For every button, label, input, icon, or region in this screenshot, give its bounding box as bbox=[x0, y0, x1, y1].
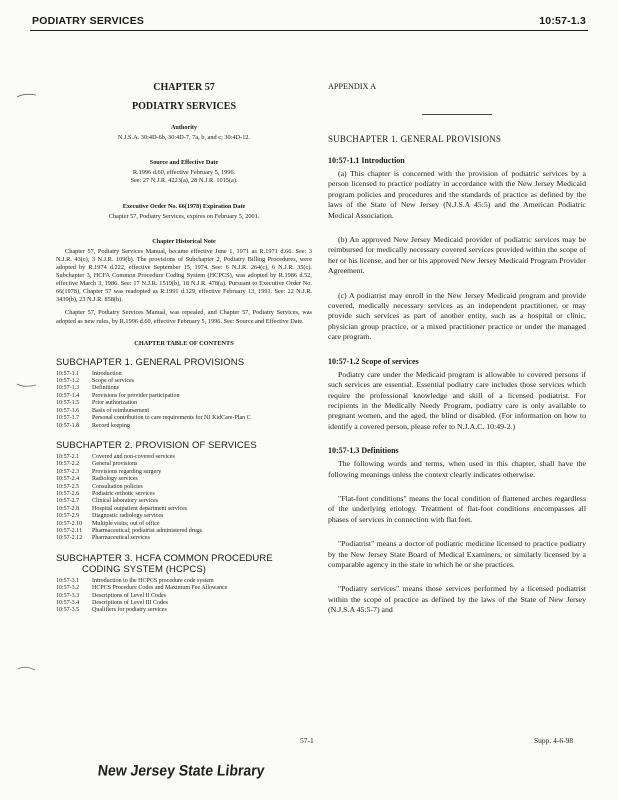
section-1-1-heading: 10:57-1.1 Introduction bbox=[328, 156, 405, 165]
toc-entry-number: 10:57-2.8 bbox=[56, 505, 80, 512]
header-title: PODIATRY SERVICES bbox=[32, 15, 145, 27]
toc-entry bbox=[56, 408, 251, 415]
toc-entry-number: 10:57-3.4 bbox=[56, 600, 80, 606]
toc-entry-number: 10:57-2.9 bbox=[56, 513, 80, 520]
toc-entry-title: Record keeping bbox=[92, 422, 130, 429]
definition-flat-foot: "Flat-foot conditions" means the local condition of flattened arches regardless of the underlying etiology. Treatment of flat-foot conditions encompasses all phases of services in connection with flat feet. bbox=[328, 493, 586, 524]
toc-entry-number: 10:57-2.10 bbox=[56, 520, 83, 527]
toc-entry bbox=[56, 415, 251, 422]
toc-subchapter-1-title: SUBCHAPTER 1. GENERAL PROVISIONS bbox=[56, 356, 245, 368]
toc-entry-number: 10:57-3.2 bbox=[56, 585, 80, 592]
history-heading: Chapter Historical Note bbox=[152, 237, 216, 245]
running-header bbox=[30, 12, 588, 31]
toc-entry bbox=[56, 578, 227, 585]
toc-entry-title: Descriptions of Level II Codes bbox=[92, 592, 166, 599]
source-line-2: See: 27 N.J.R. 4223(a), 28 N.J.R. 1015(a). bbox=[130, 177, 238, 185]
header-section-number: 10:57-1.3 bbox=[539, 15, 586, 27]
toc-entry-title: Hospital outpatient department services bbox=[92, 505, 188, 512]
toc-entry bbox=[56, 393, 251, 400]
margin-mark-icon bbox=[16, 382, 38, 390]
toc-entry-number: 10:57-3.1 bbox=[56, 577, 80, 584]
source-line-1: R.1996 d.60, effective February 5, 1996. bbox=[132, 169, 236, 177]
toc-entry-number: 10:57-3.3 bbox=[56, 592, 80, 599]
toc-subchapter-3-title: SUBCHAPTER 3. HCFA COMMON PROCEDURE bbox=[56, 552, 273, 564]
toc-entry-title: Pharmaceutical; podiatrist administered drugs bbox=[92, 527, 203, 534]
exec-order-text: Chapter 57, Podiatry Services, expires on February 5, 2001. bbox=[108, 212, 260, 220]
toc-entry-number: 10:57-2.4 bbox=[56, 476, 80, 483]
toc-entry-title: Radiology services bbox=[92, 476, 138, 483]
toc-subchapter-3-list bbox=[56, 578, 227, 615]
toc-entry-number: 10:57-2.12 bbox=[56, 535, 83, 542]
toc-entry bbox=[56, 607, 227, 614]
toc-entry bbox=[56, 513, 202, 520]
toc-entry-number: 10:57-1.8 bbox=[56, 422, 80, 429]
toc-entry-title: Personal contribution to care requirements for NJ KidCare-Plan C bbox=[92, 415, 251, 422]
margin-mark-icon bbox=[16, 664, 38, 672]
toc-entry bbox=[56, 528, 202, 535]
toc-entry-title: Provisions for provider participation bbox=[92, 392, 180, 399]
toc-entry-title: Diagnostic radiology services bbox=[92, 513, 164, 520]
toc-entry-title: Clinical laboratory services bbox=[92, 498, 158, 505]
section-1-1-a: (a) This chapter is concerned with the provision of podiatric services by a person licensed to practice podiatry in accordance with the New Jersey Medicaid program policies and procedures and the standards of practice as defined by the laws of the State of New Jersey (N.J.S.A 45:5) and the American Podiatric Medical Association. bbox=[328, 169, 586, 220]
section-1-3-heading: 10:57-1.3 Definitions bbox=[328, 446, 399, 456]
toc-entry bbox=[56, 535, 202, 542]
page-number: 57-1 bbox=[300, 736, 314, 745]
toc-entry bbox=[56, 469, 202, 476]
appendix-label: APPENDIX A bbox=[328, 82, 376, 91]
subchapter-1-title: SUBCHAPTER 1. GENERAL PROVISIONS bbox=[328, 134, 502, 144]
toc-entry-number: 10:57-2.2 bbox=[56, 461, 80, 468]
history-paragraph-1: Chapter 57, Podiatry Services Manual, became effective June 1, 1971 as R.1971 d.66. See: 3 N.J.R. 43(c), 3 N.J.R. 109(b). The provisions of Subchapter 2, Podiatry Billing Procedures, were adopted by R.1974 d.222, effective September 15, 1974. See: 6 N.J.R. 264(c), 6 N.J.R. 35(c). Subchapter 3, HCFA Common Procedure Coding System (HCPCS), was adopted by R.1986 d.52, effective March 3, 1986. See: 17 N.J.R. 1519(b), 18 N.J.R. 478(a). Pursuant to Executive Order No. 66(1978), Chapter 57 was readopted as R.1991 d.129, effective February 13, 1991. See: 22 N.J.R. 3439(b), 23 N.J.R. 858(b). bbox=[56, 247, 312, 304]
toc-entry bbox=[56, 593, 227, 600]
toc-entry-title: Podiatric orthotic services bbox=[92, 490, 155, 497]
right-column bbox=[328, 78, 586, 616]
toc-entry bbox=[56, 385, 251, 392]
toc-entry-title: Provisions regarding surgery bbox=[92, 468, 162, 475]
toc-entry-number: 10:57-1.3 bbox=[56, 385, 80, 392]
toc-entry-number: 10:57-1.2 bbox=[56, 378, 80, 385]
toc-entry-title: Scope of services bbox=[92, 378, 134, 385]
toc-entry-title: Introduction to the HCPCS procedure code system bbox=[92, 577, 214, 584]
toc-entry-number: 10:57-1.1 bbox=[56, 370, 80, 377]
toc-entry-number: 10:57-1.6 bbox=[56, 407, 80, 414]
toc-entry-number: 10:57-2.11 bbox=[56, 527, 82, 534]
toc-entry bbox=[56, 400, 251, 407]
toc-entry-title: Prior authorization bbox=[92, 400, 138, 407]
toc-entry-title: HCPCS Procedure Codes and Maximum Fee Allowance bbox=[92, 585, 228, 592]
toc-entry bbox=[56, 506, 202, 513]
section-1-1-b: (b) An approved New Jersey Medicaid provider of podiatric services may be reimbursed for medically necessary covered services provided within the scope of her or his license, and her or his approved New Jersey Medicaid Program Provider Agreement. bbox=[328, 235, 586, 276]
toc-entry-title: Qualifiers for podiatry services bbox=[92, 607, 167, 614]
toc-entry-title: Covered and non-covered services bbox=[92, 453, 175, 460]
left-column bbox=[56, 78, 312, 615]
toc-entry-title: Definitions bbox=[92, 385, 119, 392]
toc-subchapter-2-list bbox=[56, 454, 202, 543]
authority-heading: Authority bbox=[170, 124, 198, 131]
toc-entry bbox=[56, 371, 251, 378]
section-1-2-text: Podiatry care under the Medicaid program is allowable to covered persons if such services are essential. Essential podiatry care includes those services which require the professional knowledge and skill of a licensed podiatrist. For recipients in the Medically Needy Program, podiatry care is only available to pregnant women, and the aged, the blind or disabled. (For information on how to identify a covered person, please refer to N.J.A.C. 10:49-2.) bbox=[328, 369, 586, 431]
library-stamp: New Jersey State Library bbox=[97, 761, 266, 779]
toc-entry bbox=[56, 585, 227, 592]
margin-mark-icon bbox=[16, 91, 38, 99]
definition-podiatrist: "Podiatrist" means a doctor of podiatric medicine licensed to practice podiatry by the New Jersey State Board of Medical Examiners, or similarly licensed by a comparable agency in the state in which he or she practices. bbox=[328, 539, 586, 569]
toc-entry bbox=[56, 461, 202, 468]
toc-subchapter-3-title-cont: CODING SYSTEM (HCPCS) bbox=[82, 563, 207, 575]
toc-entry bbox=[56, 454, 202, 461]
definition-podiatry-services: "Podiatry services" means those services performed by a licensed podiatrist within the scope of practice as defined by the laws of the State of New Jersey (N.J.S.A 45:5-7) and bbox=[328, 584, 586, 615]
toc-entry-title: Introduction bbox=[92, 370, 122, 377]
toc-entry-title: Basis of reimbursement bbox=[92, 407, 149, 414]
chapter-title: PODIATRY SERVICES bbox=[131, 101, 237, 112]
toc-entry-number: 10:57-2.3 bbox=[56, 468, 80, 475]
toc-entry-title: Descriptions of Level III Codes bbox=[92, 600, 168, 606]
divider-rule bbox=[422, 114, 492, 115]
toc-entry-number: 10:57-1.4 bbox=[56, 392, 80, 399]
authority-text: N.J.S.A. 30:4D-6b, 30:4D-7, 7a, b, and c; 30:4D-12. bbox=[117, 134, 251, 141]
toc-entry-number: 10:57-2.1 bbox=[56, 453, 80, 460]
supplement-date: Supp. 4-6-98 bbox=[534, 736, 574, 745]
toc-entry-number: 10:57-2.5 bbox=[56, 483, 80, 490]
toc-entry-title: Consultation policies bbox=[92, 483, 143, 490]
toc-entry bbox=[56, 423, 251, 430]
toc-heading: CHAPTER TABLE OF CONTENTS bbox=[134, 339, 234, 347]
section-1-3-intro: The following words and terms, when used in this chapter, shall have the following meanings unless the context clearly indicates otherwise. bbox=[328, 459, 586, 479]
toc-entry bbox=[56, 521, 202, 528]
toc-subchapter-1-list bbox=[56, 371, 251, 430]
toc-entry-number: 10:57-1.5 bbox=[56, 400, 80, 407]
toc-entry-title: Multiple visits; out of office bbox=[92, 520, 160, 527]
toc-subchapter-2-title: SUBCHAPTER 2. PROVISION OF SERVICES bbox=[56, 439, 257, 451]
toc-entry-number: 10:57-3.5 bbox=[56, 607, 80, 614]
section-1-2-heading: 10:57-1.2 Scope of services bbox=[328, 356, 419, 366]
toc-entry bbox=[56, 498, 202, 505]
history-paragraph-2: Chapter 57, Podiatry Services Manual, was repealed, and Chapter 57, Podiatry Services, was adopted as new rules, by R.1996 d.60, effective February 5, 1996. See: Source and Effective Date. bbox=[56, 309, 312, 325]
toc-entry-number: 10:57-2.6 bbox=[56, 490, 80, 497]
exec-order-heading: Executive Order No. 66(1978) Expiration Date bbox=[122, 202, 246, 210]
toc-entry-number: 10:57-1.7 bbox=[56, 415, 80, 422]
chapter-number: CHAPTER 57 bbox=[153, 82, 215, 93]
toc-entry bbox=[56, 484, 202, 491]
toc-entry bbox=[56, 476, 202, 483]
toc-entry bbox=[56, 378, 251, 385]
toc-entry-number: 10:57-2.7 bbox=[56, 498, 80, 505]
toc-entry bbox=[56, 491, 202, 498]
toc-entry-title: General provisions bbox=[92, 461, 138, 468]
toc-entry-title: Pharmaceutical services bbox=[92, 535, 150, 542]
source-heading: Source and Effective Date bbox=[149, 159, 219, 167]
section-1-1-c: (c) A podiatrist may enroll in the New Jersey Medicaid program and provide covered, medically necessary services as an independent practitioner, or may provide such services as part of another entity, such as a hospital or clinic, physician group practice, or a mixed practitioner practice or under the managed care program. bbox=[328, 290, 586, 342]
